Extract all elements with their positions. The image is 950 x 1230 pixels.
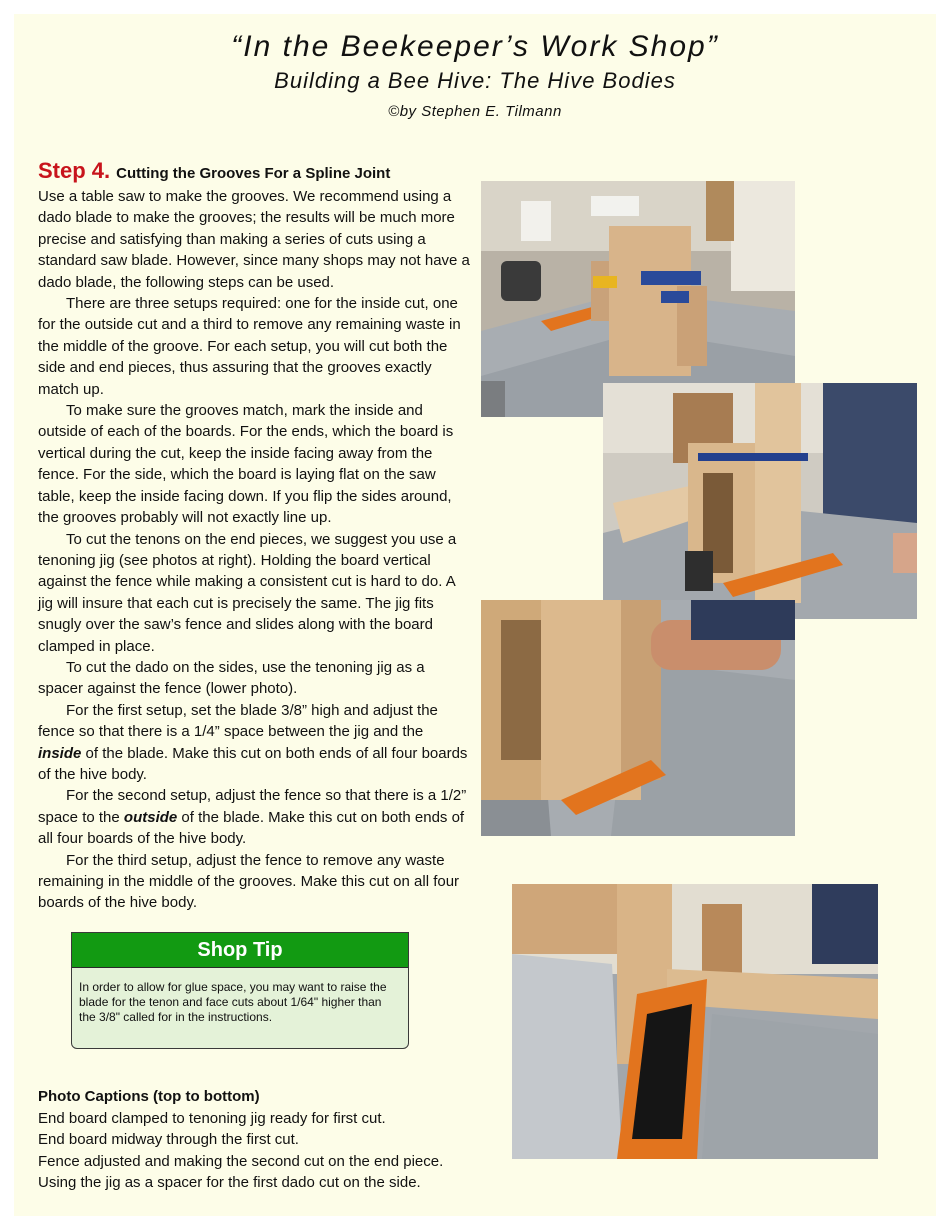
step-title: Cutting the Grooves For a Spline Joint <box>116 165 391 182</box>
paragraph-7-text: For the second setup, adjust the fence so that there is a 1/2” space to the <box>38 787 467 826</box>
paragraph-6-text: For the first setup, set the blade 3/8” high and adjust the fence so that there is a 1/4” space between the jig and the <box>38 701 438 741</box>
shop-tip-heading: Shop Tip <box>72 933 408 968</box>
paragraph-2: There are three setups required: one for the inside cut, one for the outside cut and a third to remove any remaining waste in the middle of the groove. For each setup, you will cut both the side and end pieces, thus assuring that the grooves exactly match up. <box>38 295 461 398</box>
paragraph-7-text-end: of the blade. Make this cut on both ends of all four boards of the hive body. <box>38 808 465 848</box>
page-title: “In the Beekeeper’s Work Shop” <box>231 30 719 63</box>
shop-tip-box <box>71 932 409 1049</box>
shop-tip-text: In order to allow for glue space, you may want to raise the blade for the tenon and face cuts about 1/64" higher than the 3/8" called for in the instructions. <box>79 980 387 1024</box>
page-subtitle: Building a Bee Hive: The Hive Bodies <box>274 68 676 93</box>
caption-4: Using the jig as a spacer for the first dado cut on the side. <box>38 1174 421 1192</box>
caption-2: End board midway through the first cut. <box>38 1131 299 1149</box>
step-number: Step 4. <box>38 158 111 183</box>
step-heading <box>38 158 478 184</box>
paragraph-5: To cut the dado on the sides, use the tenoning jig as a spacer against the fence (lower photo). <box>38 658 425 698</box>
paragraph-1: Use a table saw to make the grooves. We recommend using a dado blade to make the grooves; the results will be much more precise and satisfying than making a series of cuts using a standard saw blade. However, since many shops may not have a dado blade, the following steps can be used. <box>38 188 470 291</box>
photo-midway-cut <box>603 383 917 619</box>
byline: ©by Stephen E. Tilmann <box>388 103 562 120</box>
caption-3: Fence adjusted and making the second cut on the end piece. <box>38 1152 444 1170</box>
paragraph-3: To make sure the grooves match, mark the inside and outside of each of the boards. For the ends, which the board is vertical during the cut, keep the inside facing away from the fence. For the side, which the board is laying flat on the saw table, keep the inside facing down. If you flip the sides around, the grooves probably will not exactly line up. <box>38 402 454 527</box>
photo-second-cut <box>481 600 795 836</box>
paragraph-4: To cut the tenons on the end pieces, we suggest you use a tenoning jig (see photos at right). Holding the board vertical against the fence while making a consistent cut is hard to do. A jig will insure that each cut is precisely the same. The jig fits snugly over the saw’s fence and slides along with the board clamped in place. <box>38 530 457 655</box>
emphasis-outside: outside <box>123 808 178 826</box>
photo-dado-spacer <box>512 884 878 1159</box>
captions-heading: Photo Captions (top to bottom) <box>38 1088 260 1105</box>
instructions-body <box>38 186 470 914</box>
paragraph-6-text-end: of the blade. Make this cut on both ends of all four boards of the hive body. <box>38 744 468 783</box>
caption-1: End board clamped to tenoning jig ready for first cut. <box>38 1109 386 1127</box>
paragraph-8: For the third setup, adjust the fence to remove any waste remaining in the middle of the grooves. Make this cut on all four boards of the hive body. <box>38 851 460 912</box>
paragraph-6 <box>38 700 470 786</box>
emphasis-inside: inside <box>38 744 82 762</box>
photo-jig-clamped <box>481 181 795 417</box>
photo-captions <box>38 1086 478 1194</box>
paragraph-7 <box>38 785 470 849</box>
